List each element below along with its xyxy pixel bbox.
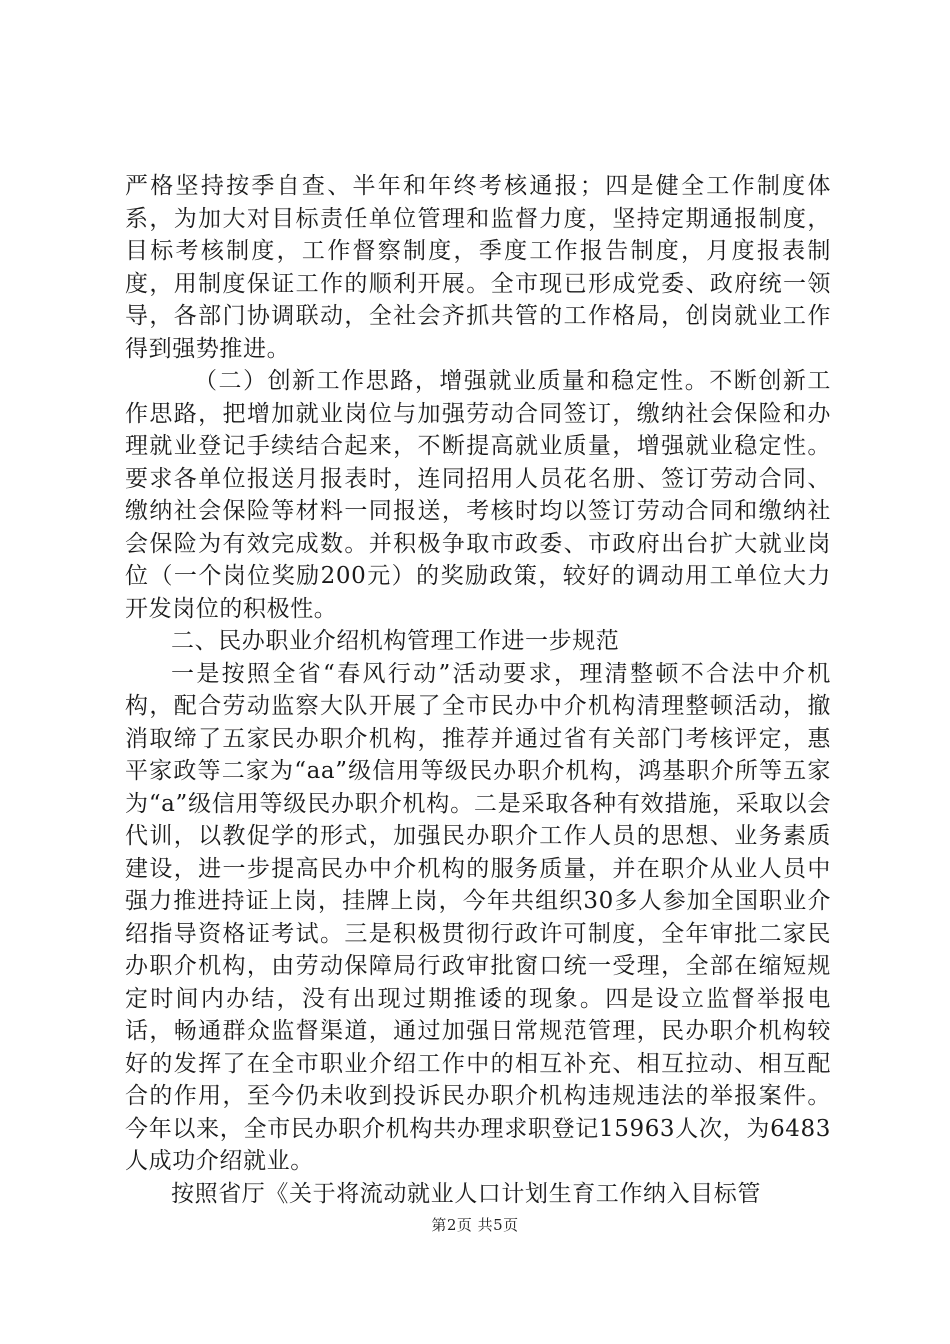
paragraph-private-agencies: 一是按照全省“春风行动”活动要求，理清整顿不合法中介机构，配合劳动监察大队开展了全市民办中介机构清理整顿活动，撤消取缔了五家民办职介机构，推荐并通过省有关部门考核评定，惠平家政等二家为“aa”级信用等级民办职介机构，鸿基职介所等五家为“a”级信用等级民办职介机构。二是采取各种有效措施，采取以会代训，以教促学的形式，加强民办职介工作人员的思想、业务素质建设，进一步提高民办中介机构的服务质量，并在职介从业人员中强力推进持证上岗，挂牌上岗，今年共组织30多人参加全国职业介绍指导资格证考试。三是积极贯彻行政许可制度，全年审批二家民办职介机构，由劳动保障局行政审批窗口统一受理，全部在缩短规定时间内办结，没有出现过期推诿的现象。四是设立监督举报电话，畅通群众监督渠道，通过加强日常规范管理，民办职介机构较好的发挥了在全市职业介绍工作中的相互补充、相互拉动、相互配合的作用，至今仍未收到投诉民办职介机构违规违法的举报案件。今年以来，全市民办职介机构共办理求职登记15963人次，为6483人成功介绍就业。 bbox=[125, 660, 831, 1174]
paragraph-innovate-thinking: （二）创新工作思路，增强就业质量和稳定性。不断创新工作思路，把增加就业岗位与加强劳动合同签订，缴纳社会保险和办理就业登记手续结合起来，不断提高就业质量，增强就业稳定性。要求各单位报送月报表时，连同招用人员花名册、签订劳动合同、缴纳社会保险等材料一同报送，考核时均以签订劳动合同和缴纳社会保险为有效完成数。并积极争取市政委、市政府出台扩大就业岗位（一个岗位奖励200元）的奖励政策，较好的调动用工单位大力开发岗位的积极性。 bbox=[125, 368, 831, 622]
paragraph-work-system: 严格坚持按季自查、半年和年终考核通报；四是健全工作制度体系，为加大对目标责任单位管理和监督力度，坚持定期通报制度，目标考核制度，工作督察制度，季度工作报告制度，月度报表制度，用制度保证工作的顺利开展。全市现已形成党委、政府统一领导，各部门协调联动，全社会齐抓共管的工作格局，创岗就业工作得到强势推进。 bbox=[125, 173, 831, 362]
section-heading-private-agencies: 二、民办职业介绍机构管理工作进一步规范 bbox=[171, 628, 620, 654]
document-body bbox=[125, 170, 831, 1210]
paragraph-provincial-notice: 按照省厅《关于将流动就业人口计划生育工作纳入目标管 bbox=[171, 1180, 761, 1207]
page-footer: 第2页 共5页 bbox=[431, 1216, 519, 1234]
